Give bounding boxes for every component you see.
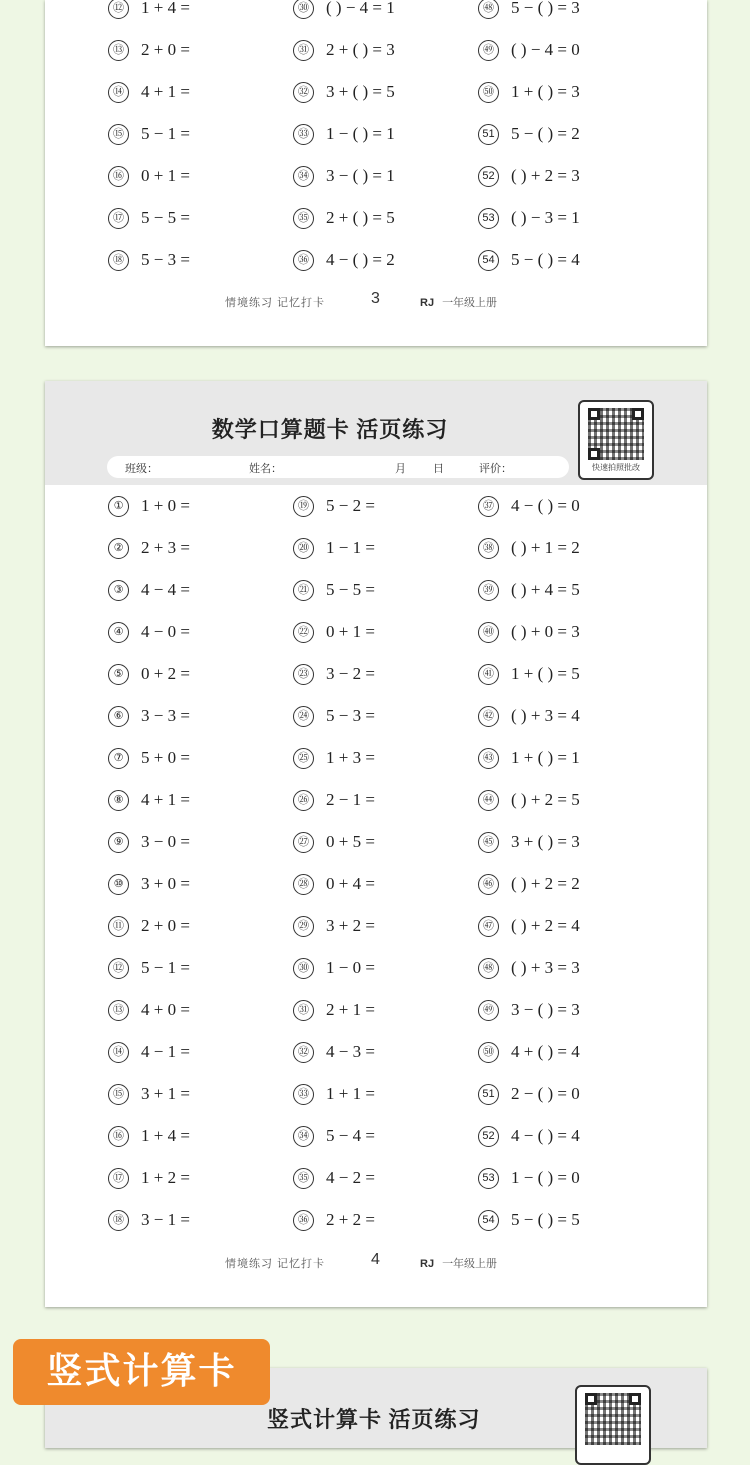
footer-edition: RJ 一年级上册 [420,297,498,309]
problem-number: ㉚ [293,958,314,979]
problem-expression: 1 + 4 = [141,1126,190,1145]
problem-expression: 2 + 0 = [141,916,190,935]
problem-number: ⑯ [108,1126,129,1147]
problem-number: ⑧ [108,790,129,811]
problem-number: 51 [478,124,499,145]
problem-number: ㊱ [293,250,314,271]
problem-number: ⑱ [108,250,129,271]
problem-number: 52 [478,1126,499,1147]
problem-expression: 0 + 2 = [141,664,190,683]
problem-expression: 4 − 4 = [141,580,190,599]
problem-expression: ( ) + 3 = 3 [511,958,580,977]
problem-expression: 5 − 3 = [326,706,375,725]
problem-number: ⑪ [108,916,129,937]
problem-expression: 4 − ( ) = 2 [326,250,395,269]
problem-number: ㉜ [293,1042,314,1063]
problem-number: ㊺ [478,832,499,853]
problem-expression: 4 − 1 = [141,1042,190,1061]
problem-expression: ( ) − 3 = 1 [511,208,580,227]
problem-expression: 3 + 2 = [326,916,375,935]
problem-number: ⑬ [108,40,129,61]
problem-number: ㉒ [293,622,314,643]
problem-expression: 3 − 2 = [326,664,375,683]
problem-expression: 4 + 1 = [141,82,190,101]
problem-number: ㉖ [293,790,314,811]
page-footer [45,1252,707,1272]
problem-expression: 0 + 1 = [326,622,375,641]
qr-code [578,400,654,480]
problem-expression: ( ) + 4 = 5 [511,580,580,599]
problem-expression: ( ) − 4 = 1 [326,0,395,17]
problem-expression: 5 − 5 = [326,580,375,599]
problem-number: ⑬ [108,1000,129,1021]
problem-expression: 5 − 3 = [141,250,190,269]
footer-slogan: 情境练习 记忆打卡 [225,297,326,309]
problem-expression: 4 − ( ) = 4 [511,1126,580,1145]
problem-number: ⑮ [108,124,129,145]
problem-number: ㊼ [478,916,499,937]
problem-number: ㊾ [478,40,499,61]
problem-expression: 3 + ( ) = 5 [326,82,395,101]
worksheet-page-4 [45,381,707,1307]
problem-number: ㊳ [478,538,499,559]
problem-expression: 2 + 2 = [326,1210,375,1229]
problem-expression: 2 + ( ) = 5 [326,208,395,227]
problem-number: ④ [108,622,129,643]
footer-edition: RJ 一年级上册 [420,1258,498,1270]
problem-expression: 0 + 4 = [326,874,375,893]
problem-number: ㉛ [293,1000,314,1021]
problem-expression: 1 + 4 = [141,0,190,17]
problem-expression: ( ) − 4 = 0 [511,40,580,59]
section-badge: 竖式计算卡 [13,1339,270,1405]
problem-expression: 4 − 2 = [326,1168,375,1187]
worksheet-page-3 [45,0,707,346]
problem-number: 53 [478,208,499,229]
problem-number: ㉛ [293,40,314,61]
problem-expression: 5 − 1 = [141,124,190,143]
problem-expression: ( ) + 2 = 3 [511,166,580,185]
sheet-header [45,381,707,485]
day-label: 日 [433,463,444,475]
problem-number: ⑫ [108,0,129,19]
problem-number: ㉙ [293,916,314,937]
problem-number: 54 [478,1210,499,1231]
problem-number: ㊽ [478,958,499,979]
problem-number: ㊵ [478,622,499,643]
problem-number: ㉝ [293,1084,314,1105]
problem-number: ㉗ [293,832,314,853]
problem-number: 54 [478,250,499,271]
problem-expression: 4 − 3 = [326,1042,375,1061]
problem-expression: 1 + ( ) = 1 [511,748,580,767]
problem-expression: 2 − 1 = [326,790,375,809]
problem-expression: 1 + ( ) = 5 [511,664,580,683]
month-label: 月 [395,463,406,475]
problem-number: ㊴ [478,580,499,601]
problem-expression: 1 + 1 = [326,1084,375,1103]
problem-number: ㉑ [293,580,314,601]
problem-number: ㊲ [478,496,499,517]
problem-number: ⑭ [108,82,129,103]
qr-caption: 快速拍照批改 [592,463,640,472]
problem-number: ㉜ [293,82,314,103]
problem-expression: 3 + 1 = [141,1084,190,1103]
problem-expression: 4 + 0 = [141,1000,190,1019]
problem-number: ㊹ [478,790,499,811]
page-footer [45,291,707,311]
problem-number: ⑭ [108,1042,129,1063]
problem-number: ㊱ [293,1210,314,1231]
page-number: 3 [371,290,380,307]
problem-number: ㊸ [478,748,499,769]
problem-expression: 1 − 0 = [326,958,375,977]
problem-expression: 1 − 1 = [326,538,375,557]
problem-expression: 1 + 3 = [326,748,375,767]
problem-number: ① [108,496,129,517]
problem-expression: 0 + 1 = [141,166,190,185]
problem-number: ㊷ [478,706,499,727]
qr-code [575,1385,651,1465]
problem-expression: ( ) + 1 = 2 [511,538,580,557]
problem-number: ㉕ [293,748,314,769]
problem-expression: 3 − ( ) = 3 [511,1000,580,1019]
problem-number: ㉞ [293,1126,314,1147]
problem-expression: 4 − ( ) = 0 [511,496,580,515]
problem-expression: 5 − ( ) = 5 [511,1210,580,1229]
problem-number: ⑦ [108,748,129,769]
problem-number: ㊻ [478,874,499,895]
class-label: 班级： [125,463,158,475]
problem-number: ⑨ [108,832,129,853]
problem-expression: 5 − ( ) = 3 [511,0,580,17]
problem-number: ㉓ [293,664,314,685]
problem-expression: 3 − 0 = [141,832,190,851]
problem-number: ⑳ [293,538,314,559]
problem-number: ㉟ [293,1168,314,1189]
name-label: 姓名： [249,463,282,475]
problem-number: ⑤ [108,664,129,685]
problem-expression: 2 + 0 = [141,40,190,59]
problem-expression: 0 + 5 = [326,832,375,851]
problem-number: ⑩ [108,874,129,895]
problem-expression: 3 + 0 = [141,874,190,893]
problem-number: ⑲ [293,496,314,517]
problem-number: ㉘ [293,874,314,895]
sheet-title: 竖式计算卡 活页练习 [267,1407,481,1432]
problem-expression: 5 − 4 = [326,1126,375,1145]
footer-slogan: 情境练习 记忆打卡 [225,1258,326,1270]
problem-expression: 1 − ( ) = 0 [511,1168,580,1187]
problem-number: ㉝ [293,124,314,145]
problem-expression: 4 + 1 = [141,790,190,809]
problem-expression: 2 − ( ) = 0 [511,1084,580,1103]
problem-expression: ( ) + 2 = 2 [511,874,580,893]
sheet-title: 数学口算题卡 活页练习 [211,417,449,442]
problem-expression: 2 + 1 = [326,1000,375,1019]
problem-number: ㉔ [293,706,314,727]
student-info-bar [107,456,569,478]
problem-number: ㊾ [478,1000,499,1021]
problem-number: ③ [108,580,129,601]
problem-number: ⑰ [108,1168,129,1189]
problem-number: ㉟ [293,208,314,229]
problem-expression: 2 + ( ) = 3 [326,40,395,59]
problem-number: ㊽ [478,0,499,19]
problem-expression: 4 + ( ) = 4 [511,1042,580,1061]
problem-number: ㊿ [478,1042,499,1063]
problem-number: 51 [478,1084,499,1105]
problem-expression: 3 − 3 = [141,706,190,725]
problem-expression: 1 + ( ) = 3 [511,82,580,101]
problem-number: ② [108,538,129,559]
problem-number: ⑥ [108,706,129,727]
problem-number: 52 [478,166,499,187]
problem-number: ⑰ [108,208,129,229]
problem-expression: 1 − ( ) = 1 [326,124,395,143]
problem-expression: 5 − ( ) = 2 [511,124,580,143]
problem-expression: 5 − 5 = [141,208,190,227]
problem-number: ㉞ [293,166,314,187]
problem-expression: ( ) + 2 = 5 [511,790,580,809]
problem-expression: 1 + 0 = [141,496,190,515]
problem-number: ㉚ [293,0,314,19]
evaluation-label: 评价： [479,463,512,475]
problem-expression: 5 + 0 = [141,748,190,767]
problem-expression: 4 − 0 = [141,622,190,641]
problem-number: ⑮ [108,1084,129,1105]
problem-number: ㊶ [478,664,499,685]
problem-number: ⑯ [108,166,129,187]
problem-expression: ( ) + 0 = 3 [511,622,580,641]
problem-expression: ( ) + 3 = 4 [511,706,580,725]
problem-number: ㊿ [478,82,499,103]
problem-expression: 5 − 2 = [326,496,375,515]
problem-number: 53 [478,1168,499,1189]
problem-expression: 1 + 2 = [141,1168,190,1187]
problem-expression: 3 − ( ) = 1 [326,166,395,185]
problem-expression: 3 + ( ) = 3 [511,832,580,851]
problem-number: ⑱ [108,1210,129,1231]
problem-expression: ( ) + 2 = 4 [511,916,580,935]
problem-number: ⑫ [108,958,129,979]
problem-expression: 3 − 1 = [141,1210,190,1229]
page-number: 4 [371,1251,380,1268]
problem-expression: 5 − ( ) = 4 [511,250,580,269]
problem-expression: 2 + 3 = [141,538,190,557]
problem-expression: 5 − 1 = [141,958,190,977]
